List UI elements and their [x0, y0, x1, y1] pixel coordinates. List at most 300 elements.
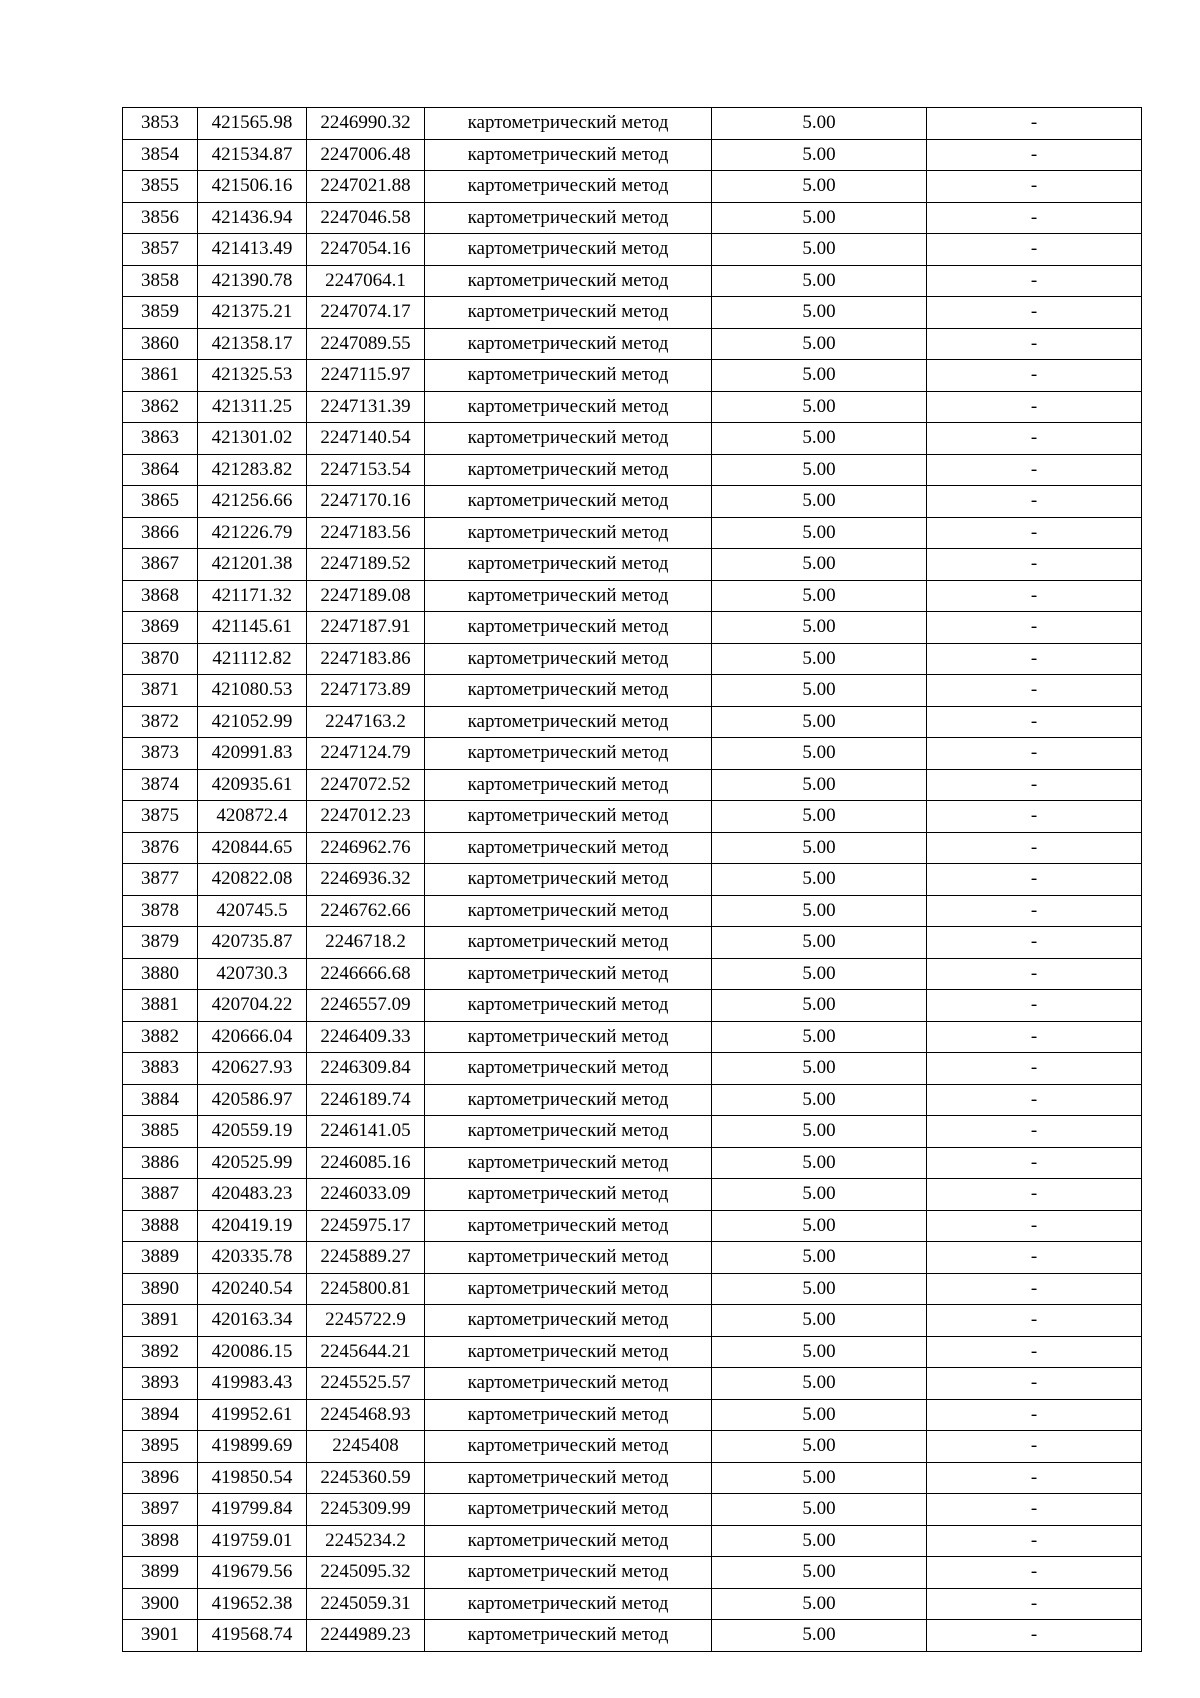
y-coordinate-cell: 2247189.08 — [307, 580, 425, 612]
y-coordinate-cell: 2247046.58 — [307, 202, 425, 234]
point-number-cell: 3892 — [123, 1336, 198, 1368]
x-coordinate-cell: 419983.43 — [198, 1368, 307, 1400]
method-cell: картометрический метод — [425, 927, 712, 959]
accuracy-cell: 5.00 — [712, 423, 927, 455]
accuracy-cell: 5.00 — [712, 265, 927, 297]
point-number-cell: 3877 — [123, 864, 198, 896]
table-row — [123, 1273, 1142, 1305]
accuracy-cell: 5.00 — [712, 454, 927, 486]
x-coordinate-cell: 420240.54 — [198, 1273, 307, 1305]
method-cell: картометрический метод — [425, 234, 712, 266]
point-number-cell: 3893 — [123, 1368, 198, 1400]
method-cell: картометрический метод — [425, 1525, 712, 1557]
x-coordinate-cell: 421565.98 — [198, 108, 307, 140]
x-coordinate-cell: 420991.83 — [198, 738, 307, 770]
table-row — [123, 706, 1142, 738]
description-cell: - — [927, 1399, 1142, 1431]
description-cell: - — [927, 801, 1142, 833]
point-number-cell: 3894 — [123, 1399, 198, 1431]
point-number-cell: 3862 — [123, 391, 198, 423]
description-cell: - — [927, 328, 1142, 360]
method-cell: картометрический метод — [425, 171, 712, 203]
point-number-cell: 3875 — [123, 801, 198, 833]
coordinates-table — [122, 107, 1142, 1652]
table-row — [123, 1525, 1142, 1557]
method-cell: картометрический метод — [425, 423, 712, 455]
accuracy-cell: 5.00 — [712, 549, 927, 581]
method-cell: картометрический метод — [425, 738, 712, 770]
description-cell: - — [927, 643, 1142, 675]
description-cell: - — [927, 1116, 1142, 1148]
method-cell: картометрический метод — [425, 1368, 712, 1400]
x-coordinate-cell: 421534.87 — [198, 139, 307, 171]
table-row — [123, 643, 1142, 675]
method-cell: картометрический метод — [425, 990, 712, 1022]
method-cell: картометрический метод — [425, 1021, 712, 1053]
x-coordinate-cell: 421171.32 — [198, 580, 307, 612]
accuracy-cell: 5.00 — [712, 139, 927, 171]
x-coordinate-cell: 420086.15 — [198, 1336, 307, 1368]
y-coordinate-cell: 2247021.88 — [307, 171, 425, 203]
description-cell: - — [927, 517, 1142, 549]
method-cell: картометрический метод — [425, 486, 712, 518]
description-cell: - — [927, 612, 1142, 644]
x-coordinate-cell: 419850.54 — [198, 1462, 307, 1494]
point-number-cell: 3901 — [123, 1620, 198, 1652]
y-coordinate-cell: 2244989.23 — [307, 1620, 425, 1652]
y-coordinate-cell: 2245360.59 — [307, 1462, 425, 1494]
method-cell: картометрический метод — [425, 1494, 712, 1526]
table-row — [123, 1462, 1142, 1494]
description-cell: - — [927, 1021, 1142, 1053]
table-row — [123, 171, 1142, 203]
method-cell: картометрический метод — [425, 895, 712, 927]
description-cell: - — [927, 1557, 1142, 1589]
x-coordinate-cell: 419799.84 — [198, 1494, 307, 1526]
x-coordinate-cell: 421112.82 — [198, 643, 307, 675]
accuracy-cell: 5.00 — [712, 1336, 927, 1368]
accuracy-cell: 5.00 — [712, 171, 927, 203]
point-number-cell: 3867 — [123, 549, 198, 581]
table-row — [123, 580, 1142, 612]
x-coordinate-cell: 419679.56 — [198, 1557, 307, 1589]
method-cell: картометрический метод — [425, 549, 712, 581]
y-coordinate-cell: 2247183.56 — [307, 517, 425, 549]
y-coordinate-cell: 2245095.32 — [307, 1557, 425, 1589]
y-coordinate-cell: 2245889.27 — [307, 1242, 425, 1274]
method-cell: картометрический метод — [425, 454, 712, 486]
x-coordinate-cell: 421325.53 — [198, 360, 307, 392]
description-cell: - — [927, 1273, 1142, 1305]
y-coordinate-cell: 2245800.81 — [307, 1273, 425, 1305]
y-coordinate-cell: 2246962.76 — [307, 832, 425, 864]
accuracy-cell: 5.00 — [712, 927, 927, 959]
method-cell: картометрический метод — [425, 139, 712, 171]
point-number-cell: 3900 — [123, 1588, 198, 1620]
method-cell: картометрический метод — [425, 1588, 712, 1620]
y-coordinate-cell: 2247187.91 — [307, 612, 425, 644]
accuracy-cell: 5.00 — [712, 1494, 927, 1526]
accuracy-cell: 5.00 — [712, 864, 927, 896]
accuracy-cell: 5.00 — [712, 517, 927, 549]
point-number-cell: 3864 — [123, 454, 198, 486]
method-cell: картометрический метод — [425, 706, 712, 738]
description-cell: - — [927, 706, 1142, 738]
description-cell: - — [927, 1525, 1142, 1557]
method-cell: картометрический метод — [425, 297, 712, 329]
table-row — [123, 927, 1142, 959]
description-cell: - — [927, 454, 1142, 486]
method-cell: картометрический метод — [425, 108, 712, 140]
table-row — [123, 895, 1142, 927]
table-row — [123, 958, 1142, 990]
y-coordinate-cell: 2245644.21 — [307, 1336, 425, 1368]
point-number-cell: 3857 — [123, 234, 198, 266]
table-row — [123, 1147, 1142, 1179]
table-row — [123, 486, 1142, 518]
y-coordinate-cell: 2247012.23 — [307, 801, 425, 833]
table-row — [123, 1021, 1142, 1053]
method-cell: картометрический метод — [425, 769, 712, 801]
x-coordinate-cell: 420666.04 — [198, 1021, 307, 1053]
x-coordinate-cell: 420745.5 — [198, 895, 307, 927]
point-number-cell: 3882 — [123, 1021, 198, 1053]
description-cell: - — [927, 297, 1142, 329]
point-number-cell: 3858 — [123, 265, 198, 297]
description-cell: - — [927, 1242, 1142, 1274]
point-number-cell: 3885 — [123, 1116, 198, 1148]
x-coordinate-cell: 421283.82 — [198, 454, 307, 486]
method-cell: картометрический метод — [425, 1242, 712, 1274]
point-number-cell: 3878 — [123, 895, 198, 927]
accuracy-cell: 5.00 — [712, 391, 927, 423]
description-cell: - — [927, 360, 1142, 392]
method-cell: картометрический метод — [425, 643, 712, 675]
accuracy-cell: 5.00 — [712, 1368, 927, 1400]
table-row — [123, 1399, 1142, 1431]
x-coordinate-cell: 420483.23 — [198, 1179, 307, 1211]
point-number-cell: 3883 — [123, 1053, 198, 1085]
y-coordinate-cell: 2247072.52 — [307, 769, 425, 801]
method-cell: картометрический метод — [425, 391, 712, 423]
table-row — [123, 990, 1142, 1022]
accuracy-cell: 5.00 — [712, 1399, 927, 1431]
y-coordinate-cell: 2246557.09 — [307, 990, 425, 1022]
x-coordinate-cell: 421226.79 — [198, 517, 307, 549]
method-cell: картометрический метод — [425, 1462, 712, 1494]
y-coordinate-cell: 2246309.84 — [307, 1053, 425, 1085]
accuracy-cell: 5.00 — [712, 202, 927, 234]
accuracy-cell: 5.00 — [712, 1147, 927, 1179]
description-cell: - — [927, 1084, 1142, 1116]
description-cell: - — [927, 1462, 1142, 1494]
accuracy-cell: 5.00 — [712, 1273, 927, 1305]
y-coordinate-cell: 2247006.48 — [307, 139, 425, 171]
method-cell: картометрический метод — [425, 1273, 712, 1305]
accuracy-cell: 5.00 — [712, 580, 927, 612]
point-number-cell: 3873 — [123, 738, 198, 770]
table-row — [123, 1368, 1142, 1400]
method-cell: картометрический метод — [425, 202, 712, 234]
x-coordinate-cell: 420419.19 — [198, 1210, 307, 1242]
method-cell: картометрический метод — [425, 832, 712, 864]
x-coordinate-cell: 420525.99 — [198, 1147, 307, 1179]
accuracy-cell: 5.00 — [712, 675, 927, 707]
description-cell: - — [927, 1431, 1142, 1463]
y-coordinate-cell: 2245234.2 — [307, 1525, 425, 1557]
description-cell: - — [927, 927, 1142, 959]
y-coordinate-cell: 2247189.52 — [307, 549, 425, 581]
description-cell: - — [927, 108, 1142, 140]
table-row — [123, 139, 1142, 171]
y-coordinate-cell: 2246033.09 — [307, 1179, 425, 1211]
point-number-cell: 3899 — [123, 1557, 198, 1589]
y-coordinate-cell: 2245309.99 — [307, 1494, 425, 1526]
description-cell: - — [927, 1210, 1142, 1242]
x-coordinate-cell: 421256.66 — [198, 486, 307, 518]
y-coordinate-cell: 2247140.54 — [307, 423, 425, 455]
accuracy-cell: 5.00 — [712, 297, 927, 329]
point-number-cell: 3865 — [123, 486, 198, 518]
accuracy-cell: 5.00 — [712, 1525, 927, 1557]
method-cell: картометрический метод — [425, 801, 712, 833]
method-cell: картометрический метод — [425, 360, 712, 392]
x-coordinate-cell: 421201.38 — [198, 549, 307, 581]
y-coordinate-cell: 2247064.1 — [307, 265, 425, 297]
table-row — [123, 454, 1142, 486]
x-coordinate-cell: 419899.69 — [198, 1431, 307, 1463]
accuracy-cell: 5.00 — [712, 801, 927, 833]
method-cell: картометрический метод — [425, 1147, 712, 1179]
y-coordinate-cell: 2246189.74 — [307, 1084, 425, 1116]
y-coordinate-cell: 2246990.32 — [307, 108, 425, 140]
point-number-cell: 3871 — [123, 675, 198, 707]
description-cell: - — [927, 832, 1142, 864]
description-cell: - — [927, 895, 1142, 927]
x-coordinate-cell: 420704.22 — [198, 990, 307, 1022]
table-row — [123, 391, 1142, 423]
description-cell: - — [927, 549, 1142, 581]
accuracy-cell: 5.00 — [712, 486, 927, 518]
accuracy-cell: 5.00 — [712, 832, 927, 864]
description-cell: - — [927, 864, 1142, 896]
accuracy-cell: 5.00 — [712, 990, 927, 1022]
table-row — [123, 738, 1142, 770]
point-number-cell: 3898 — [123, 1525, 198, 1557]
accuracy-cell: 5.00 — [712, 1462, 927, 1494]
method-cell: картометрический метод — [425, 1179, 712, 1211]
y-coordinate-cell: 2246666.68 — [307, 958, 425, 990]
table-row — [123, 360, 1142, 392]
x-coordinate-cell: 419568.74 — [198, 1620, 307, 1652]
x-coordinate-cell: 420730.3 — [198, 958, 307, 990]
method-cell: картометрический метод — [425, 265, 712, 297]
method-cell: картометрический метод — [425, 1053, 712, 1085]
table-row — [123, 1336, 1142, 1368]
y-coordinate-cell: 2245525.57 — [307, 1368, 425, 1400]
table-row — [123, 328, 1142, 360]
description-cell: - — [927, 486, 1142, 518]
x-coordinate-cell: 420586.97 — [198, 1084, 307, 1116]
table-row — [123, 1620, 1142, 1652]
x-coordinate-cell: 421506.16 — [198, 171, 307, 203]
description-cell: - — [927, 234, 1142, 266]
x-coordinate-cell: 420735.87 — [198, 927, 307, 959]
description-cell: - — [927, 738, 1142, 770]
point-number-cell: 3891 — [123, 1305, 198, 1337]
x-coordinate-cell: 420627.93 — [198, 1053, 307, 1085]
point-number-cell: 3872 — [123, 706, 198, 738]
point-number-cell: 3876 — [123, 832, 198, 864]
table-row — [123, 1431, 1142, 1463]
table-row — [123, 1242, 1142, 1274]
y-coordinate-cell: 2247115.97 — [307, 360, 425, 392]
accuracy-cell: 5.00 — [712, 1242, 927, 1274]
description-cell: - — [927, 202, 1142, 234]
accuracy-cell: 5.00 — [712, 769, 927, 801]
description-cell: - — [927, 1179, 1142, 1211]
table-row — [123, 423, 1142, 455]
table-row — [123, 864, 1142, 896]
method-cell: картометрический метод — [425, 580, 712, 612]
method-cell: картометрический метод — [425, 1557, 712, 1589]
table-row — [123, 832, 1142, 864]
table-row — [123, 1588, 1142, 1620]
y-coordinate-cell: 2247124.79 — [307, 738, 425, 770]
y-coordinate-cell: 2245722.9 — [307, 1305, 425, 1337]
table-row — [123, 1084, 1142, 1116]
x-coordinate-cell: 421413.49 — [198, 234, 307, 266]
point-number-cell: 3887 — [123, 1179, 198, 1211]
x-coordinate-cell: 420822.08 — [198, 864, 307, 896]
y-coordinate-cell: 2247170.16 — [307, 486, 425, 518]
description-cell: - — [927, 391, 1142, 423]
x-coordinate-cell: 421052.99 — [198, 706, 307, 738]
accuracy-cell: 5.00 — [712, 1116, 927, 1148]
method-cell: картометрический метод — [425, 958, 712, 990]
accuracy-cell: 5.00 — [712, 1053, 927, 1085]
table-row — [123, 1179, 1142, 1211]
y-coordinate-cell: 2247173.89 — [307, 675, 425, 707]
y-coordinate-cell: 2247074.17 — [307, 297, 425, 329]
description-cell: - — [927, 1588, 1142, 1620]
description-cell: - — [927, 1147, 1142, 1179]
description-cell: - — [927, 1368, 1142, 1400]
table-row — [123, 549, 1142, 581]
y-coordinate-cell: 2247153.54 — [307, 454, 425, 486]
point-number-cell: 3897 — [123, 1494, 198, 1526]
method-cell: картометрический метод — [425, 1084, 712, 1116]
table-row — [123, 1210, 1142, 1242]
method-cell: картометрический метод — [425, 1210, 712, 1242]
point-number-cell: 3868 — [123, 580, 198, 612]
method-cell: картометрический метод — [425, 517, 712, 549]
method-cell: картометрический метод — [425, 864, 712, 896]
accuracy-cell: 5.00 — [712, 1021, 927, 1053]
point-number-cell: 3890 — [123, 1273, 198, 1305]
x-coordinate-cell: 421358.17 — [198, 328, 307, 360]
table-row — [123, 801, 1142, 833]
accuracy-cell: 5.00 — [712, 612, 927, 644]
point-number-cell: 3860 — [123, 328, 198, 360]
point-number-cell: 3874 — [123, 769, 198, 801]
x-coordinate-cell: 419952.61 — [198, 1399, 307, 1431]
table-row — [123, 612, 1142, 644]
y-coordinate-cell: 2247054.16 — [307, 234, 425, 266]
accuracy-cell: 5.00 — [712, 1179, 927, 1211]
table-row — [123, 108, 1142, 140]
table-row — [123, 1116, 1142, 1148]
accuracy-cell: 5.00 — [712, 706, 927, 738]
method-cell: картометрический метод — [425, 1336, 712, 1368]
method-cell: картометрический метод — [425, 1431, 712, 1463]
y-coordinate-cell: 2246141.05 — [307, 1116, 425, 1148]
point-number-cell: 3880 — [123, 958, 198, 990]
point-number-cell: 3861 — [123, 360, 198, 392]
description-cell: - — [927, 139, 1142, 171]
table-row — [123, 769, 1142, 801]
accuracy-cell: 5.00 — [712, 1210, 927, 1242]
point-number-cell: 3854 — [123, 139, 198, 171]
description-cell: - — [927, 958, 1142, 990]
x-coordinate-cell: 419652.38 — [198, 1588, 307, 1620]
method-cell: картометрический метод — [425, 1116, 712, 1148]
x-coordinate-cell: 420335.78 — [198, 1242, 307, 1274]
y-coordinate-cell: 2247163.2 — [307, 706, 425, 738]
table-row — [123, 1053, 1142, 1085]
description-cell: - — [927, 265, 1142, 297]
accuracy-cell: 5.00 — [712, 328, 927, 360]
table-row — [123, 517, 1142, 549]
y-coordinate-cell: 2246762.66 — [307, 895, 425, 927]
description-cell: - — [927, 1494, 1142, 1526]
point-number-cell: 3889 — [123, 1242, 198, 1274]
description-cell: - — [927, 1336, 1142, 1368]
accuracy-cell: 5.00 — [712, 958, 927, 990]
table-row — [123, 1557, 1142, 1589]
accuracy-cell: 5.00 — [712, 234, 927, 266]
point-number-cell: 3884 — [123, 1084, 198, 1116]
description-cell: - — [927, 580, 1142, 612]
x-coordinate-cell: 421375.21 — [198, 297, 307, 329]
method-cell: картометрический метод — [425, 1399, 712, 1431]
table-row — [123, 265, 1142, 297]
point-number-cell: 3869 — [123, 612, 198, 644]
description-cell: - — [927, 990, 1142, 1022]
y-coordinate-cell: 2245975.17 — [307, 1210, 425, 1242]
accuracy-cell: 5.00 — [712, 1588, 927, 1620]
accuracy-cell: 5.00 — [712, 1620, 927, 1652]
point-number-cell: 3866 — [123, 517, 198, 549]
method-cell: картометрический метод — [425, 612, 712, 644]
accuracy-cell: 5.00 — [712, 108, 927, 140]
y-coordinate-cell: 2247183.86 — [307, 643, 425, 675]
description-cell: - — [927, 1053, 1142, 1085]
x-coordinate-cell: 419759.01 — [198, 1525, 307, 1557]
accuracy-cell: 5.00 — [712, 1305, 927, 1337]
accuracy-cell: 5.00 — [712, 738, 927, 770]
point-number-cell: 3888 — [123, 1210, 198, 1242]
table-row — [123, 675, 1142, 707]
point-number-cell: 3895 — [123, 1431, 198, 1463]
y-coordinate-cell: 2245408 — [307, 1431, 425, 1463]
point-number-cell: 3879 — [123, 927, 198, 959]
point-number-cell: 3859 — [123, 297, 198, 329]
point-number-cell: 3853 — [123, 108, 198, 140]
y-coordinate-cell: 2246718.2 — [307, 927, 425, 959]
x-coordinate-cell: 420872.4 — [198, 801, 307, 833]
y-coordinate-cell: 2246409.33 — [307, 1021, 425, 1053]
